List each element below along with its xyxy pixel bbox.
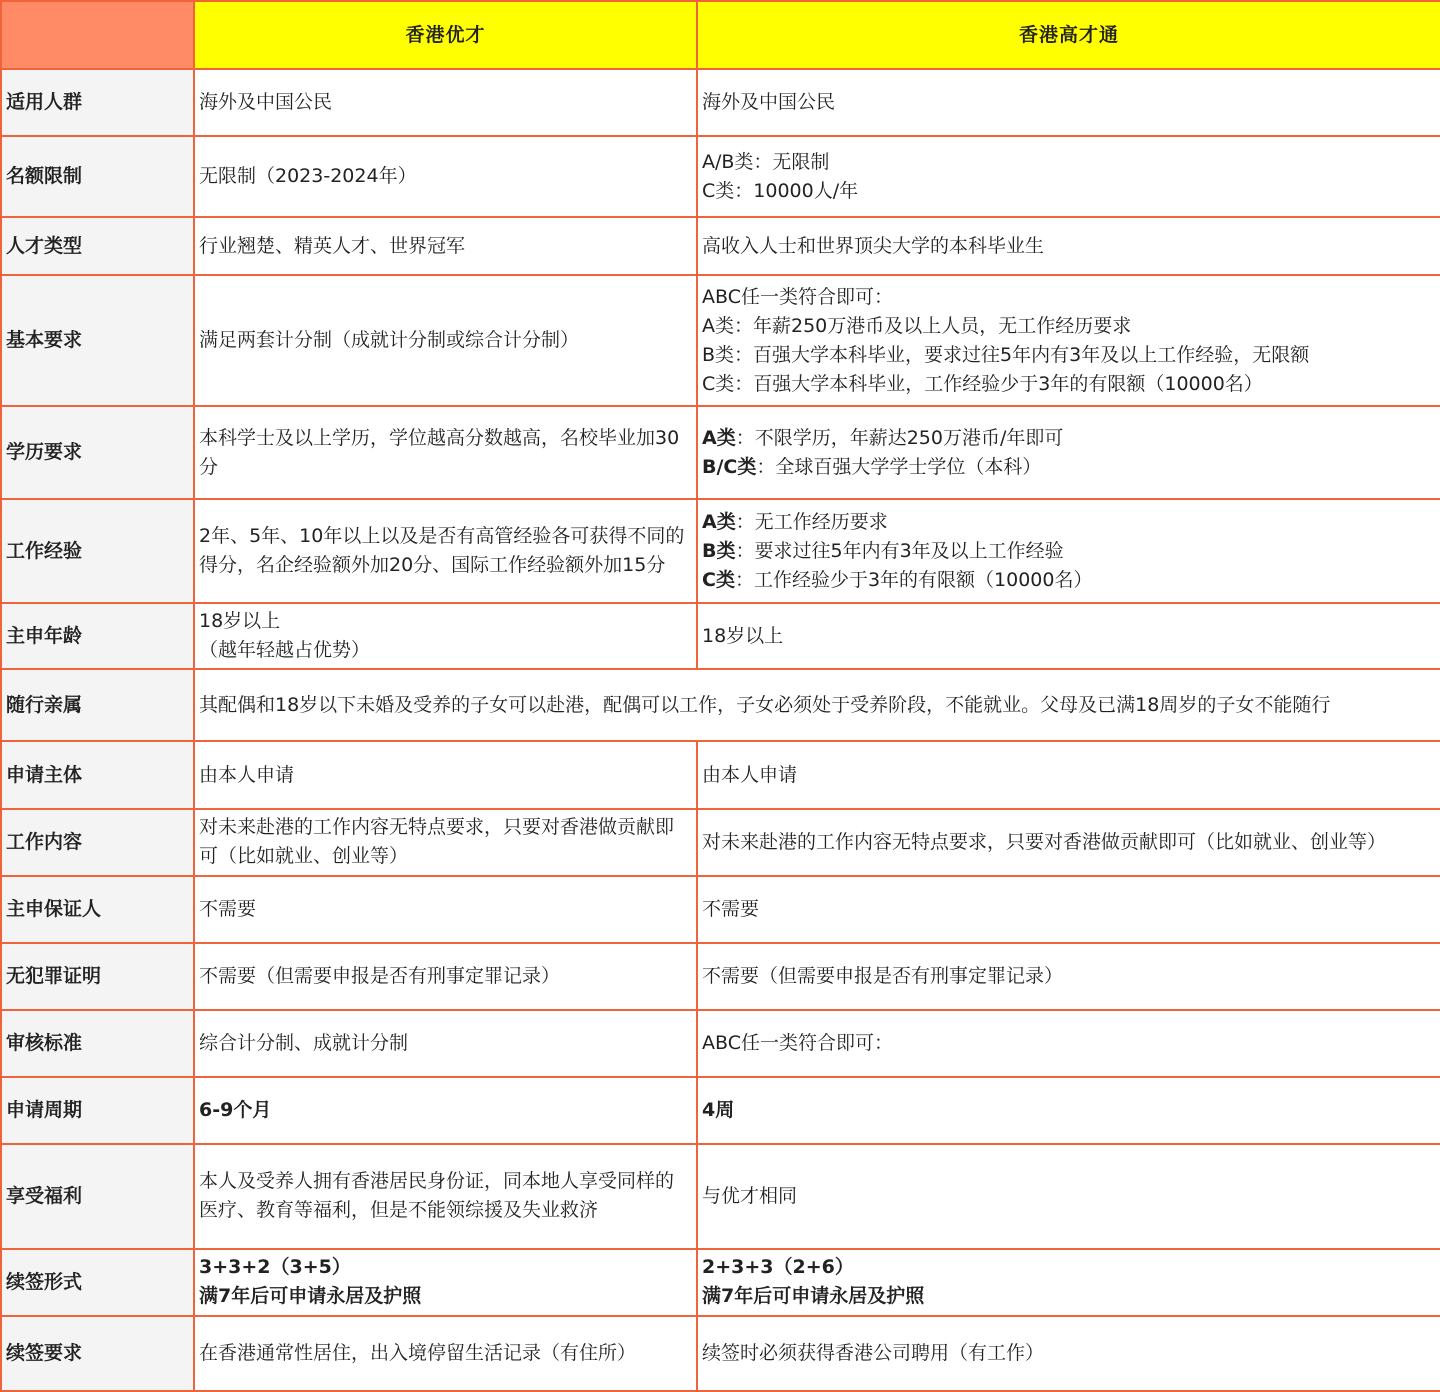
row-label: 续签形式: [1, 1249, 194, 1316]
row-label: 申请周期: [1, 1077, 194, 1144]
cell-line: [702, 424, 1436, 453]
cell-line: 无限制（2023-2024年）: [199, 165, 417, 188]
cell-line: [702, 508, 1436, 537]
merged-cell: 其配偶和18岁以下未婚及受养的子女可以赴港，配偶可以工作，子女必须处于受养阶段，不能就业。父母及已满18周岁的子女不能随行: [194, 669, 1440, 741]
talent-scheme-cell: [194, 275, 697, 406]
table-row: [1, 217, 1440, 275]
table-row: [1, 1249, 1440, 1316]
top-talent-pass-cell: [697, 1316, 1440, 1391]
top-talent-pass-cell: [697, 1077, 1440, 1144]
header-row: [1, 1, 1440, 69]
talent-scheme-cell: [194, 1249, 697, 1316]
table-row: [1, 669, 1440, 741]
cell-line: [702, 453, 1436, 482]
talent-scheme-cell: [194, 217, 697, 275]
top-talent-pass-cell: [697, 217, 1440, 275]
category-text: ：要求过往5年内有3年及以上工作经验: [735, 539, 1064, 562]
cell-line: A/B类：无限制: [702, 150, 830, 173]
cell-line: 不需要（但需要申报是否有刑事定罪记录）: [702, 964, 1064, 987]
row-label: 人才类型: [1, 217, 194, 275]
row-label: 主申年龄: [1, 603, 194, 669]
row-label: 申请主体: [1, 741, 194, 808]
category-label: A类: [702, 426, 736, 449]
column-header-top-talent-pass: 香港高才通: [697, 1, 1440, 69]
talent-scheme-cell: [194, 499, 697, 603]
cell-line: ABC任一类符合即可：: [702, 1031, 893, 1054]
cell-line: 4周: [702, 1098, 735, 1121]
cell-line: 与优才相同: [702, 1184, 798, 1207]
cell-line: 海外及中国公民: [199, 91, 333, 114]
table-row: [1, 275, 1440, 406]
category-text: ：不限学历，年薪达250万港币/年即可: [735, 426, 1064, 449]
category-text: ：全球百强大学学士学位（本科）: [756, 455, 1042, 478]
table-row: [1, 1316, 1440, 1391]
cell-line: 由本人申请: [199, 763, 295, 786]
cell-line: C类：百强大学本科毕业，工作经验少于3年的有限额（10000名）: [702, 372, 1263, 395]
talent-scheme-cell: [194, 1010, 697, 1077]
row-label: 适用人群: [1, 69, 194, 136]
cell-line: 行业翘楚、精英人才、世界冠军: [199, 234, 466, 257]
row-label: 无犯罪证明: [1, 943, 194, 1010]
cell-line: 6-9个月: [199, 1098, 272, 1121]
talent-scheme-cell: [194, 603, 697, 669]
top-talent-pass-cell: [697, 1010, 1440, 1077]
cell-line: 对未来赴港的工作内容无特点要求，只要对香港做贡献即可（比如就业、创业等）: [702, 830, 1387, 853]
row-label: 基本要求: [1, 275, 194, 406]
cell-line: 由本人申请: [702, 763, 798, 786]
top-talent-pass-cell: [697, 275, 1440, 406]
table-row: [1, 876, 1440, 943]
category-label: B类: [702, 539, 736, 562]
cell-line: 满7年后可申请永居及护照: [702, 1285, 925, 1308]
top-talent-pass-cell: [697, 1144, 1440, 1249]
talent-scheme-cell: [194, 406, 697, 499]
top-talent-pass-cell: [697, 943, 1440, 1010]
row-label: 享受福利: [1, 1144, 194, 1249]
table-row: [1, 1010, 1440, 1077]
cell-line: [702, 566, 1436, 595]
row-label: 续签要求: [1, 1316, 194, 1391]
table-row: [1, 1077, 1440, 1144]
category-label: C类: [702, 568, 735, 591]
cell-line: [702, 537, 1436, 566]
cell-line: 满足两套计分制（成就计分制或综合计分制）: [199, 329, 580, 352]
cell-line: 18岁以上: [702, 624, 784, 647]
cell-line: 不需要: [199, 897, 257, 920]
cell-line: 18岁以上: [199, 610, 281, 633]
row-label: 名额限制: [1, 136, 194, 217]
category-label: A类: [702, 510, 736, 533]
corner-cell: [1, 1, 194, 69]
table-row: [1, 943, 1440, 1010]
cell-line: 2年、5年、10年以上以及是否有高管经验各可获得不同的: [199, 525, 685, 548]
cell-line: 得分，名企经验额外加20分、国际工作经验额外加15分: [199, 554, 666, 577]
row-label: 学历要求: [1, 406, 194, 499]
top-talent-pass-cell: [697, 69, 1440, 136]
table-row: [1, 603, 1440, 669]
talent-scheme-cell: [194, 1077, 697, 1144]
table-row: [1, 406, 1440, 499]
top-talent-pass-cell: [697, 876, 1440, 943]
cell-line: （越年轻越占优势）: [199, 639, 371, 662]
top-talent-pass-cell: [697, 136, 1440, 217]
row-label: 工作内容: [1, 809, 194, 876]
talent-scheme-cell: [194, 1316, 697, 1391]
talent-scheme-cell: [194, 741, 697, 808]
cell-line: B类：百强大学本科毕业，要求过往5年内有3年及以上工作经验，无限额: [702, 343, 1310, 366]
cell-line: 续签时必须获得香港公司聘用（有工作）: [702, 1341, 1045, 1364]
cell-line: 可（比如就业、创业等）: [199, 845, 409, 868]
table-row: [1, 69, 1440, 136]
table-row: [1, 741, 1440, 808]
column-header-talent-scheme: 香港优才: [194, 1, 697, 69]
category-text: ：无工作经历要求: [735, 510, 888, 533]
top-talent-pass-cell: [697, 499, 1440, 603]
table-row: [1, 499, 1440, 603]
cell-line: 不需要: [702, 897, 760, 920]
top-talent-pass-cell: [697, 1249, 1440, 1316]
cell-line: ABC任一类符合即可：: [702, 285, 893, 308]
talent-scheme-cell: [194, 136, 697, 217]
table-row: [1, 1144, 1440, 1249]
cell-line: A类：年薪250万港币及以上人员，无工作经历要求: [702, 314, 1132, 337]
cell-line: 医疗、教育等福利，但是不能领综援及失业救济: [199, 1199, 599, 1222]
category-text: ：工作经验少于3年的有限额（10000名）: [734, 568, 1093, 591]
cell-line: 分: [199, 455, 219, 478]
cell-line: 满7年后可申请永居及护照: [199, 1285, 422, 1308]
cell-line: 本科学士及以上学历，学位越高分数越高，名校毕业加30: [199, 426, 680, 449]
talent-scheme-cell: [194, 1144, 697, 1249]
talent-scheme-cell: [194, 69, 697, 136]
talent-scheme-cell: [194, 943, 697, 1010]
cell-line: 2+3+3（2+6）: [702, 1256, 854, 1279]
cell-line: 3+3+2（3+5）: [199, 1256, 351, 1279]
table-row: [1, 809, 1440, 876]
top-talent-pass-cell: [697, 741, 1440, 808]
cell-line: 对未来赴港的工作内容无特点要求，只要对香港做贡献即: [199, 816, 675, 839]
row-label: 主申保证人: [1, 876, 194, 943]
top-talent-pass-cell: [697, 809, 1440, 876]
cell-line: C类：10000人/年: [702, 179, 859, 202]
category-label: B/C类: [702, 455, 757, 478]
talent-scheme-cell: [194, 876, 697, 943]
table-row: [1, 136, 1440, 217]
row-label: 工作经验: [1, 499, 194, 603]
cell-line: 高收入人士和世界顶尖大学的本科毕业生: [702, 234, 1045, 257]
row-label: 随行亲属: [1, 669, 194, 741]
cell-line: 海外及中国公民: [702, 91, 836, 114]
cell-line: 综合计分制、成就计分制: [199, 1031, 409, 1054]
cell-line: 不需要（但需要申报是否有刑事定罪记录）: [199, 964, 561, 987]
row-label: 审核标准: [1, 1010, 194, 1077]
top-talent-pass-cell: [697, 603, 1440, 669]
top-talent-pass-cell: [697, 406, 1440, 499]
talent-scheme-cell: [194, 809, 697, 876]
cell-line: 在香港通常性居住，出入境停留生活记录（有住所）: [199, 1341, 637, 1364]
cell-line: 本人及受养人拥有香港居民身份证，同本地人享受同样的: [199, 1170, 675, 1193]
